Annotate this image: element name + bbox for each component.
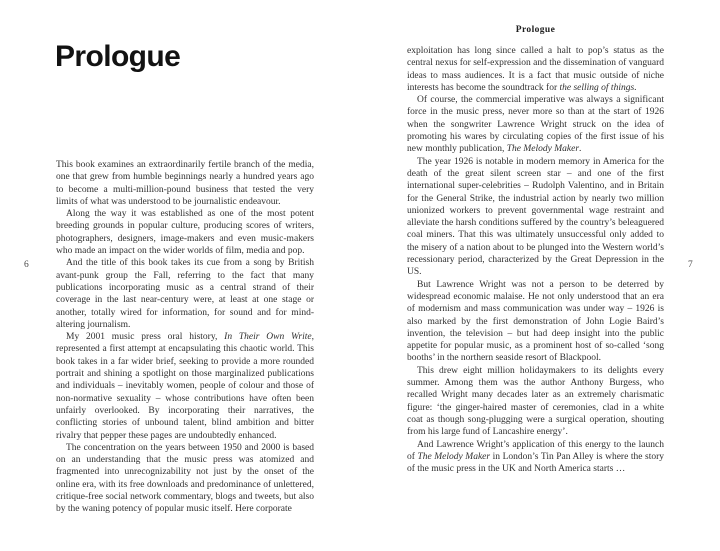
paragraph (56, 442, 314, 516)
paragraph (407, 156, 664, 279)
paragraph (56, 208, 314, 257)
body-text: This drew eight million holidaymakers to its delights every summer. Among them was the author Anthony Burgess, who recalled Wright many decades later as an extremely charismatic figure: ‘the ginger-haired master of ceremonies, clad in a white coat as though song-plugging were a surgical operation, shouting from his large fund of Lancashire energy’. (407, 365, 664, 438)
body-text: And Lawrence Wright’s application of this energy to the launch of (407, 439, 664, 462)
body-text: . (579, 144, 582, 155)
page-number-left: 6 (24, 260, 29, 270)
body-text: The concentration on the years between 1950 and 2000 is based on an understanding that the music press was atomized and fragmented into unrecognizability not just by the onset of the online era, with its free downloads and predominance of unlettered, critique-free social network commentary, blogs and tweets, but also by the waning potency of popular music itself. Here corporate (56, 442, 314, 515)
paragraph (407, 439, 664, 476)
body-text: Of course, the commercial imperative was always a significant force in the music press, never more so than at the start of 1926 when the songwriter Lawrence Wright struck on the idea of promoting his wares by circulating copies of the first issue of his new monthly publication, (407, 95, 664, 155)
paragraph (407, 94, 664, 155)
italic-text: The Melody Maker (417, 451, 491, 462)
body-text: And the title of this book takes its cue from a song by British avant-punk group the Fall, referring to the fact that many publications incorporating music as a central strand of their coverage in the last near-century were, at least at one stage or another, totally wired for information, for sound and for mind-altering journalism. (56, 258, 314, 330)
page-number-right: 7 (688, 260, 693, 270)
paragraph (407, 365, 664, 439)
body-text: The year 1926 is notable in modern memory in America for the death of the great silent screen star – and one of the first international super-celebrities – Rudolph Valentino, and in Britain for the General Strike, the industrial action by nearly two million unionized workers to prevent governmental wage restraint and alleviate the harsh conditions suffered by the country’s beleaguered coal miners. That this was ultimately unsuccessful only added to the misery of a nation about to be plunged into the Western world’s recessionary period, characterized by the Great Depression in the US. (407, 156, 664, 278)
body-text: This book examines an extraordinarily fertile branch of the media, one that grew from humble beginnings nearly a hundred years ago to become a multi-million-pound business that tested the very limits of what was understood to be journalistic endeavour. (56, 160, 314, 207)
body-text: . (634, 82, 637, 93)
paragraph (56, 159, 314, 208)
running-head: Prologue (515, 25, 556, 35)
paragraph (407, 279, 664, 365)
italic-text: In Their Own Write (224, 332, 312, 343)
body-text: My 2001 music press oral history, (66, 332, 225, 343)
body-text: in London’s Tin Pan Alley is where the story of the music press in the UK and North America starts … (407, 451, 665, 475)
body-text: , represented a first attempt at encapsulating this chaotic world. This book takes in a far wider brief, seeking to provide a more rounded portrait and shining a spotlight on those marginalized publications and individuals – inevitably women, people of colour and those of non-normative sexuality – whose contributions have often been unfairly overlooked. By incorporating their narratives, the conflicting stories of unbound talent, blind ambition and bitter rivalry that pepper these pages are undoubtedly enhanced. (56, 332, 314, 441)
paragraph (56, 257, 314, 331)
paragraph (56, 331, 314, 442)
paragraph (407, 45, 664, 94)
italic-text: the selling of things (559, 82, 635, 93)
right-page-text (407, 45, 664, 475)
body-text: Along the way it was established as one of the most potent breeding grounds in popular culture, producing scores of writers, photographers, designers, image-makers and even music-makers who made an impact on the wider worlds of film, media and pop. (56, 209, 314, 257)
body-text: But Lawrence Wright was not a person to be deterred by widespread economic malaise. He not only understood that an era of modernism and mass communication was under way – 1926 is also marked by the first demonstration of John Logie Baird’s invention, the television – but had deep insight into the public appetite for popular music, as a prominent host of so-called ‘song booths’ in the northern seaside resort of Blackpool. (407, 279, 664, 364)
body-text: exploitation has long since called a halt to pop’s status as the central nexus for self-expression and the dissemination of vanguard ideas to mass audiences. It is a fact that music outside of niche interests has become the soundtrack for (407, 46, 664, 93)
left-page-text (56, 159, 314, 516)
chapter-title: Prologue (55, 40, 181, 73)
italic-text: The Melody Maker (506, 144, 580, 155)
